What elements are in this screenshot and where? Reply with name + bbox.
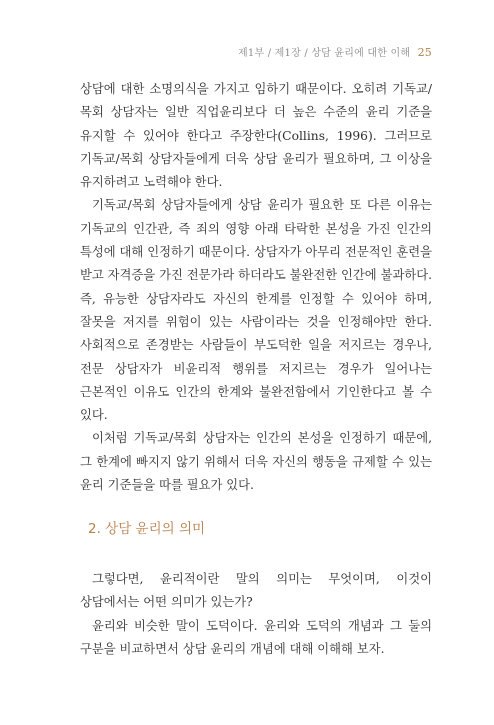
- section-paragraph-2: 윤리와 비슷한 말이 도덕이다. 윤리와 도덕의 개념과 그 둘의 구분을 비교하면서 상담 윤리의 개념에 대해 이해해 보자.: [80, 618, 432, 656]
- section-heading: 2. 상담 윤리의 의미: [88, 521, 206, 537]
- header-separator: /: [304, 48, 308, 59]
- paragraph-3: 이처럼 기독교/목회 상담자는 인간의 본성을 인정하기 때문에, 그 한계에 빠지지 않기 위해서 더욱 자신의 행동을 규제할 수 있는 윤리 기준들을 따를 필요가 있다.: [80, 431, 432, 493]
- running-header: [238, 44, 432, 59]
- page-number: 25: [417, 46, 432, 59]
- body-text: [80, 78, 432, 497]
- header-separator: /: [267, 48, 272, 59]
- section-paragraph-1: 그렇다면, 윤리적이란 말의 의미는 무엇이며, 이것이 상담에서는 어떤 의미가 있는가?: [80, 572, 432, 610]
- paragraph-1: 상담에 대한 소명의식을 가지고 임하기 때문이다. 오히려 기독교/목회 상담자는 일반 직업윤리보다 더 높은 수준의 윤리 기준을 유지할 수 있어야 한다고 주장한다(Collins, 1996). 그러므로 기독교/목회 상담자들에게 더욱 상담 윤리가 필요하며, 그 이상을 유지하려고 노력해야 한다.: [80, 82, 432, 190]
- section-body: [80, 568, 432, 661]
- header-chapter: 제1장: [274, 48, 301, 59]
- header-chapter-title: 상담 윤리에 대한 이해: [311, 48, 411, 59]
- header-part: 제1부: [238, 48, 265, 59]
- paragraph-2: 기독교/목회 상담자들에게 상담 윤리가 필요한 또 다른 이유는 기독교의 인간관, 즉 죄의 영향 아래 타락한 본성을 가진 인간의 특성에 대해 인정하기 때문이다. 상담자가 아무리 전문적인 훈련을 받고 자격증을 가진 전문가라 하더라도 불완전한 인간에 불과하다. 즉, 유능한 상담자라도 자신의 한계를 인정할 수 있어야 하며, 잘못을 저지를 위험이 있는 사람이라는 것을 인정해야만 한다. 사회적으로 존경받는 사람들이 부도덕한 일을 저지르는 경우나, 전문 상담자가 비윤리적 행위를 저지르는 경우가 일어나는 근본적인 이유도 인간의 한계와 불완전함에서 기인한다고 볼 수 있다.: [80, 198, 432, 423]
